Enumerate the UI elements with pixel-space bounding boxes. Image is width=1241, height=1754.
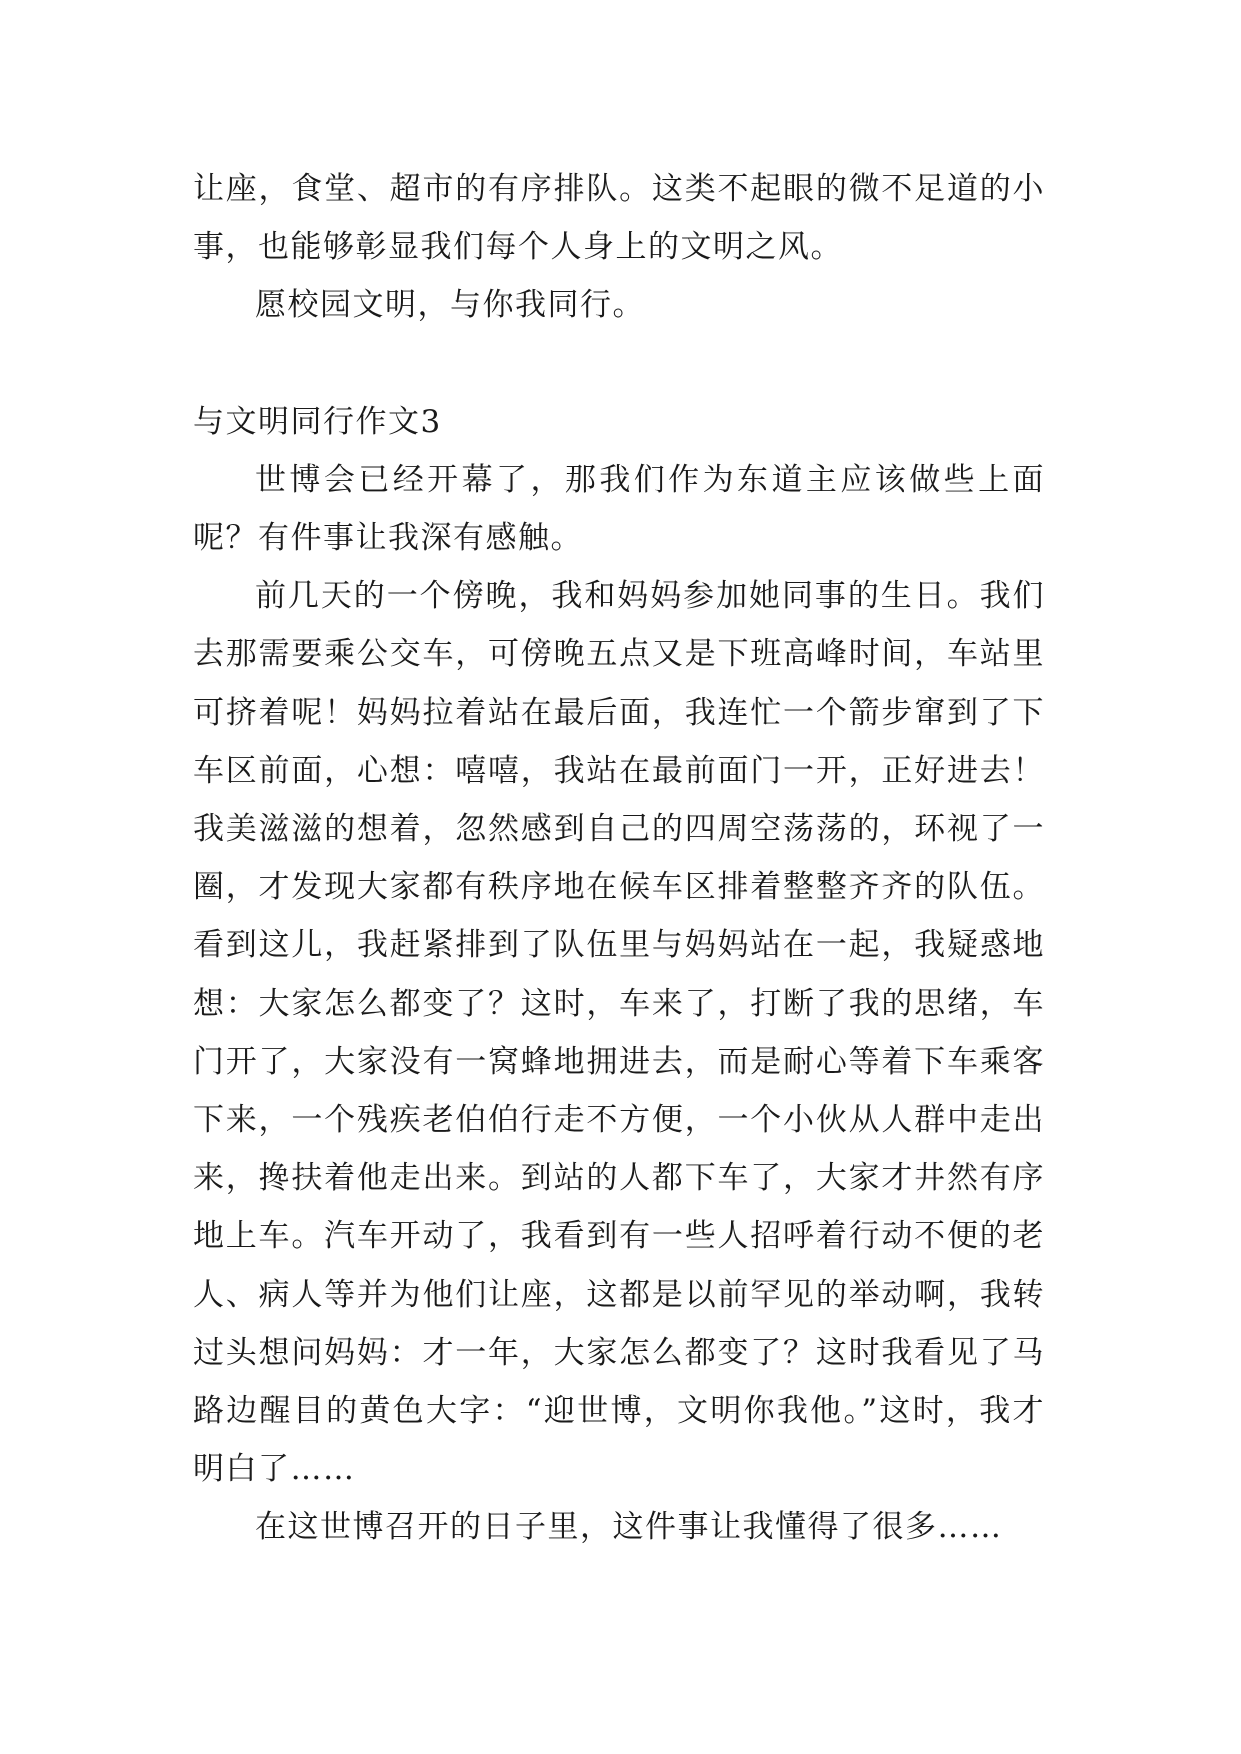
intro-closing-paragraph: 愿校园文明，与你我同行。 [255, 287, 645, 324]
document-body [193, 160, 1045, 1557]
section-spacer [193, 335, 1045, 393]
paragraph-3: 在这世博召开的日子里，这件事让我懂得了很多…… [255, 1509, 1003, 1546]
intro-continuation-paragraph: 让座，食堂、超市的有序排队。这类不起眼的微不足道的小事，也能够彰显我们每个人身上的文明之风。 [193, 171, 1045, 266]
section-title: 与文明同行作文3 [193, 403, 442, 440]
paragraph-1: 世博会已经开幕了，那我们作为东道主应该做些上面呢？有件事让我深有感触。 [193, 461, 1045, 557]
paragraph-2: 前几天的一个傍晚，我和妈妈参加她同事的生日。我们去那需要乘公交车，可傍晚五点又是下班高峰时间，车站里可挤着呢！妈妈拉着站在最后面，我连忙一个箭步窜到了下车区前面，心想：嘻嘻，我站在最前面门一开，正好进去！我美滋滋的想着，忽然感到自己的四周空荡荡的，环视了一圈，才发现大家都有秩序地在候车区排着整整齐齐的队伍。看到这儿，我赶紧排到了队伍里与妈妈站在一起，我疑惑地想：大家怎么都变了？这时，车来了，打断了我的思绪，车门开了，大家没有一窝蜂地拥进去，而是耐心等着下车乘客下来，一个残疾老伯伯行走不方便，一个小伙从人群中走出来，搀扶着他走出来。到站的人都下车了，大家才井然有序地上车。汽车开动了，我看到有一些人招呼着行动不便的老人、病人等并为他们让座，这都是以前罕见的举动啊，我转过头想问妈妈：才一年，大家怎么都变了？这时我看见了马路边醒目的黄色大字：“迎世博，文明你我他。”这时，我才明白了…… [193, 578, 1045, 1488]
